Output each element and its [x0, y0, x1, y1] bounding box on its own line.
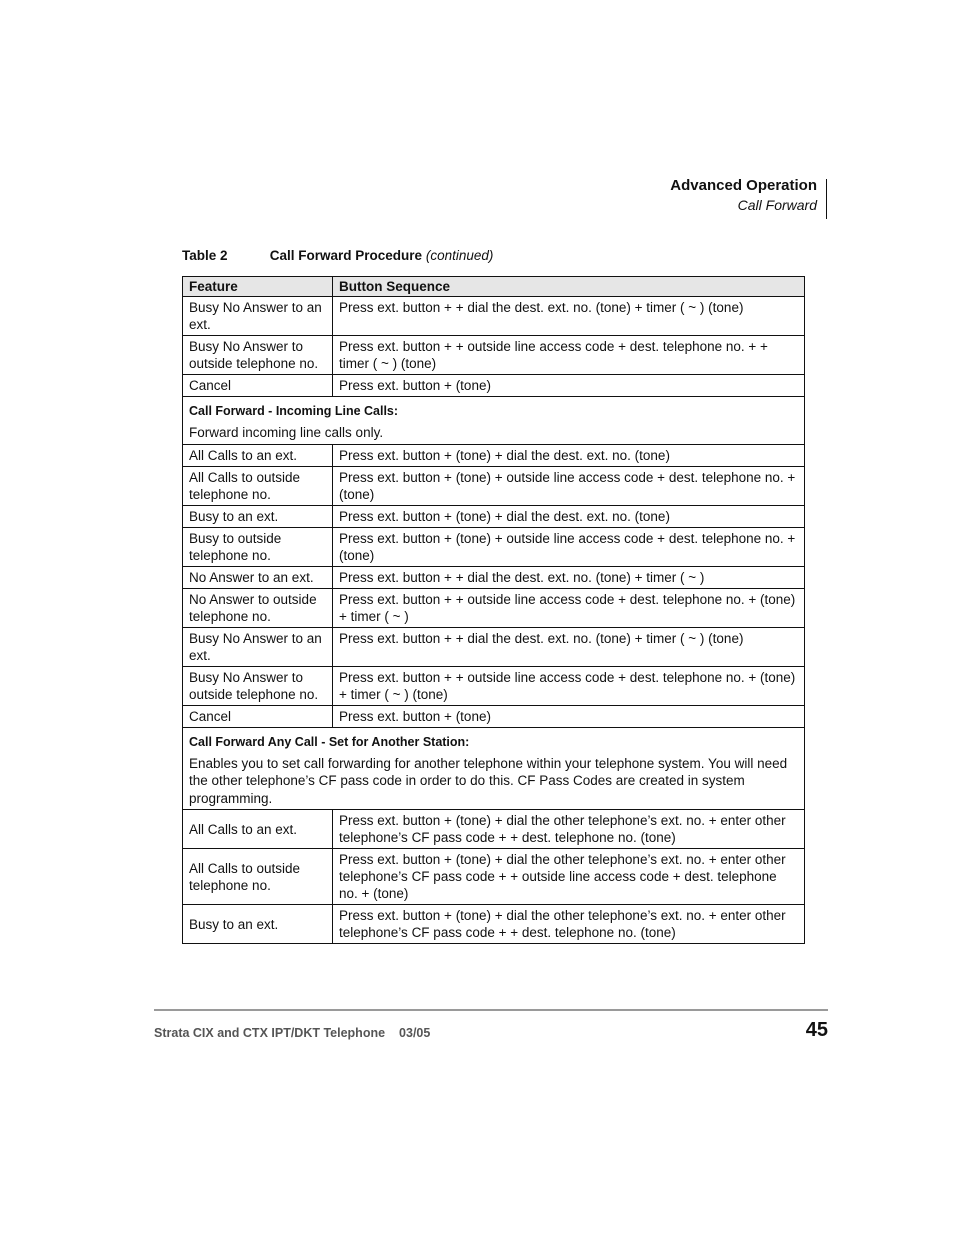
sequence-cell: Press ext. button + (tone) + dial the dest. ext. no. (tone)	[333, 505, 805, 527]
sequence-cell: Press ext. button + (tone) + dial the other telephone’s ext. no. + enter other telephone’s CF pass code + + outside line access code + dest. telephone no. + (tone)	[333, 849, 805, 905]
feature-cell: Cancel	[183, 375, 333, 397]
sequence-cell: Press ext. button + (tone)	[333, 375, 805, 397]
footer-product-line	[154, 1026, 430, 1040]
section-row-incoming-line	[183, 397, 805, 445]
call-forward-table	[182, 276, 805, 944]
feature-cell: Busy No Answer to outside telephone no.	[183, 666, 333, 705]
feature-cell: All Calls to an ext.	[183, 444, 333, 466]
section-title-incoming-line: Call Forward - Incoming Line Calls:	[189, 404, 399, 418]
footer-rule	[154, 1009, 828, 1011]
table-row	[183, 527, 805, 566]
sequence-cell: Press ext. button + (tone) + dial the dest. ext. no. (tone)	[333, 444, 805, 466]
table-row	[183, 627, 805, 666]
table-row	[183, 810, 805, 849]
section-title: Call Forward	[737, 197, 817, 213]
table-row	[183, 666, 805, 705]
section-row-another-station	[183, 727, 805, 810]
section-description-incoming-line: Forward incoming line calls only.	[189, 425, 384, 440]
feature-cell: Busy No Answer to outside telephone no.	[183, 336, 333, 375]
sequence-cell: Press ext. button + (tone) + dial the other telephone’s ext. no. + enter other telephone’s CF pass code + + dest. telephone no. (tone)	[333, 905, 805, 944]
sequence-cell: Press ext. button + + outside line access code + dest. telephone no. + (tone) + timer ( ~ )	[333, 588, 805, 627]
feature-cell: All Calls to outside telephone no.	[183, 849, 333, 905]
feature-cell: Busy to an ext.	[183, 505, 333, 527]
table-row	[183, 905, 805, 944]
chapter-title: Advanced Operation	[670, 177, 817, 194]
table-header-row	[183, 277, 805, 297]
sequence-cell: Press ext. button + (tone) + outside line access code + dest. telephone no. + (tone)	[333, 466, 805, 505]
table-row	[183, 505, 805, 527]
feature-cell: No Answer to an ext.	[183, 566, 333, 588]
feature-cell: No Answer to outside telephone no.	[183, 588, 333, 627]
feature-cell: All Calls to an ext.	[183, 810, 333, 849]
table-number: Table 2	[182, 248, 228, 263]
header-rule	[826, 179, 827, 219]
feature-cell: Busy No Answer to an ext.	[183, 627, 333, 666]
section-description-another-station: Enables you to set call forwarding for another telephone within your telephone system. You will need the other telephone’s CF pass code in order to do this. CF Pass Codes are created in system programming.	[189, 755, 788, 806]
feature-cell: Busy to an ext.	[183, 905, 333, 944]
feature-cell: Busy to outside telephone no.	[183, 527, 333, 566]
table-row	[183, 588, 805, 627]
table-row	[183, 375, 805, 397]
sequence-cell: Press ext. button + + dial the dest. ext. no. (tone) + timer ( ~ ) (tone)	[333, 627, 805, 666]
feature-cell: Cancel	[183, 705, 333, 727]
column-header-sequence: Button Sequence	[333, 277, 805, 297]
running-header	[670, 176, 817, 215]
table-row	[183, 705, 805, 727]
table-row	[183, 566, 805, 588]
feature-cell: Busy No Answer to an ext.	[183, 297, 333, 336]
footer-product: Strata CIX and CTX IPT/DKT Telephone	[154, 1026, 386, 1040]
section-cell	[183, 397, 805, 445]
feature-cell: All Calls to outside telephone no.	[183, 466, 333, 505]
table-row	[183, 849, 805, 905]
sequence-cell: Press ext. button + + outside line access code + dest. telephone no. + (tone) + timer ( ~ ) (tone)	[333, 666, 805, 705]
column-header-feature: Feature	[183, 277, 333, 297]
table-row	[183, 297, 805, 336]
table-row	[183, 336, 805, 375]
sequence-cell: Press ext. button + (tone) + dial the other telephone’s ext. no. + enter other telephone’s CF pass code + + dest. telephone no. (tone)	[333, 810, 805, 849]
sequence-cell: Press ext. button + + dial the dest. ext. no. (tone) + timer ( ~ )	[333, 566, 805, 588]
table-caption	[182, 247, 493, 265]
sequence-cell: Press ext. button + + outside line access code + dest. telephone no. + + timer ( ~ ) (tone)	[333, 336, 805, 375]
sequence-cell: Press ext. button + + dial the dest. ext. no. (tone) + timer ( ~ ) (tone)	[333, 297, 805, 336]
page-number: 45	[805, 1019, 828, 1041]
table-row	[183, 466, 805, 505]
table-title: Call Forward Procedure	[269, 248, 423, 263]
footer-date: 03/05	[399, 1026, 431, 1040]
sequence-cell: Press ext. button + (tone) + outside line access code + dest. telephone no. + (tone)	[333, 527, 805, 566]
section-cell	[183, 727, 805, 810]
table-row	[183, 444, 805, 466]
sequence-cell: Press ext. button + (tone)	[333, 705, 805, 727]
table-continued: (continued)	[425, 248, 494, 263]
section-title-another-station: Call Forward Any Call - Set for Another Station:	[189, 734, 470, 749]
